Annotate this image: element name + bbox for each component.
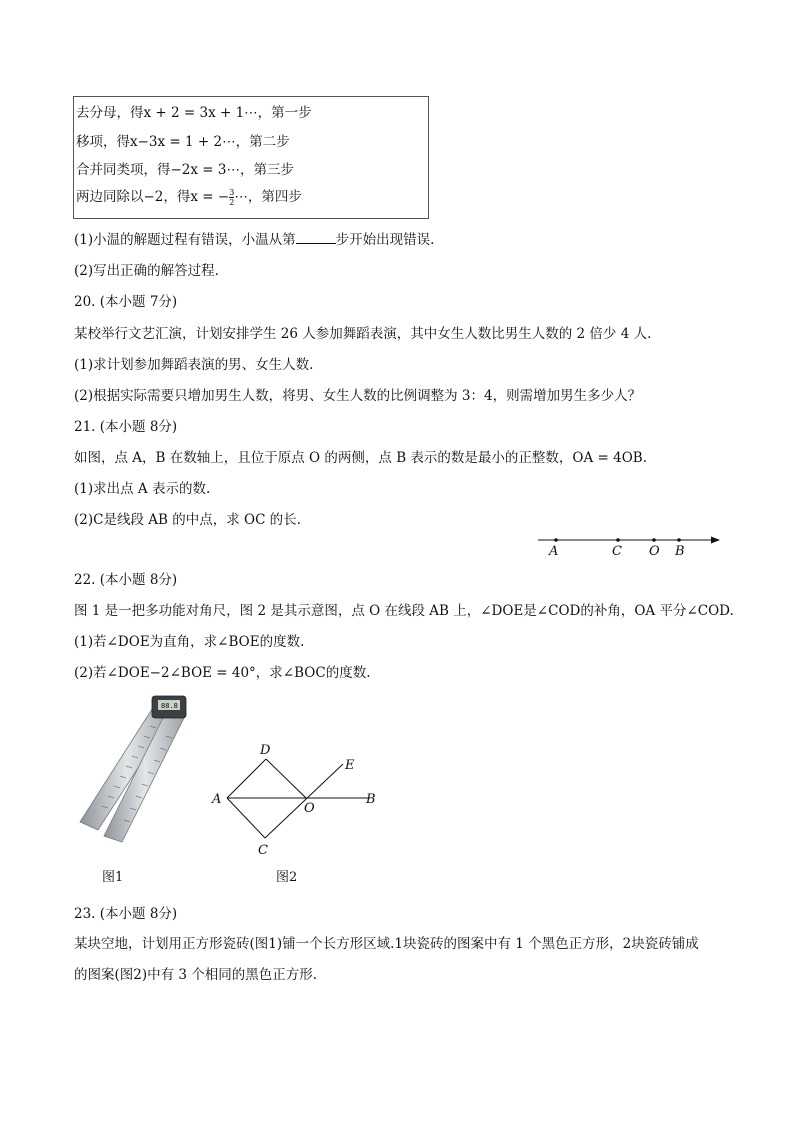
q21-part2: (2)C是线段 AB 的中点，求 OC 的长.: [74, 512, 301, 528]
step-2: 移项，得x−3x = 1 + 2⋯，第二步: [76, 134, 290, 150]
label-e: E: [345, 758, 355, 773]
label-c: C: [612, 544, 622, 559]
fraction: $\frac{3}{2}$: [229, 188, 235, 207]
q21-stem: 如图，点 A，B 在数轴上，且位于原点 O 的两侧，点 B 表示的数是最小的正整数，OA = 4OB.: [74, 450, 647, 466]
ruler-lcd-reading: 88.8: [161, 702, 178, 710]
q23-line1: 某块空地，计划用正方形瓷砖(图1)铺一个长方形区域.1块瓷砖的图案中有 1 个黑色正方形，2块瓷砖铺成: [74, 936, 699, 952]
q22-heading: 22. (本小题 8分): [74, 572, 178, 588]
label-o: O: [304, 801, 315, 816]
q19-part1: (1)小温的解题过程有错误，小温从第 步开始出现错误.: [74, 232, 435, 248]
point-o: [652, 538, 656, 542]
q19-part2: (2)写出正确的解答过程.: [74, 263, 219, 279]
q20-part1: (1)求计划参加舞蹈表演的男、女生人数.: [74, 357, 314, 373]
label-o: O: [649, 544, 660, 559]
answer-blank[interactable]: [296, 231, 336, 244]
q22-part1: (1)若∠DOE为直角，求∠BOE的度数.: [74, 634, 305, 650]
label-c: C: [258, 843, 268, 858]
point-b: [677, 538, 681, 542]
step-1: 去分母，得x + 2 = 3x + 1⋯，第一步: [76, 105, 312, 121]
q20-heading: 20. (本小题 7分): [74, 294, 178, 310]
ruler-photo: [70, 692, 200, 860]
figure2-caption: 图2: [276, 870, 298, 885]
figure1-caption: 图1: [102, 870, 124, 885]
q23-heading: 23. (本小题 8分): [74, 906, 178, 922]
q20-stem: 某校举行文艺汇演，计划安排学生 26 人参加舞蹈表演，其中女生人数比男生人数的 2 倍少 4 人.: [74, 326, 652, 342]
q20-part2: (2)根据实际需要只增加男生人数，将男、女生人数的比例调整为 3：4，则需增加男生多少人？: [74, 388, 642, 404]
label-b: B: [366, 792, 376, 807]
q21-part1: (1)求出点 A 表示的数.: [74, 481, 211, 497]
label-a: A: [549, 544, 559, 559]
q21-heading: 21. (本小题 8分): [74, 419, 178, 435]
solution-steps-box: [73, 96, 429, 219]
figure2-diagram: [200, 735, 390, 860]
point-c: [616, 538, 620, 542]
label-b: B: [675, 544, 685, 559]
step-3: 合并同类项，得−2x = 3⋯，第三步: [76, 162, 294, 178]
step-4: 两边同除以−2，得x = − $\frac{3}{2}$ ⋯，第四步: [76, 188, 302, 207]
arrow-head-icon: [711, 537, 720, 544]
segment-ac: [227, 798, 265, 838]
label-a: A: [212, 792, 222, 807]
number-line-figure: [530, 530, 730, 560]
segment-do: [266, 759, 306, 798]
q23-line2: 的图案(图2)中有 3 个相同的黑色正方形.: [74, 967, 318, 983]
label-d: D: [260, 743, 271, 758]
segment-ad: [227, 759, 266, 798]
q22-part2: (2)若∠DOE−2∠BOE = 40°，求∠BOC的度数.: [74, 665, 371, 681]
q22-stem: 图 1 是一把多功能对角尺，图 2 是其示意图，点 O 在线段 AB 上，∠DOE是∠COD的补角，OA 平分∠COD.: [74, 603, 734, 619]
point-a: [554, 538, 558, 542]
